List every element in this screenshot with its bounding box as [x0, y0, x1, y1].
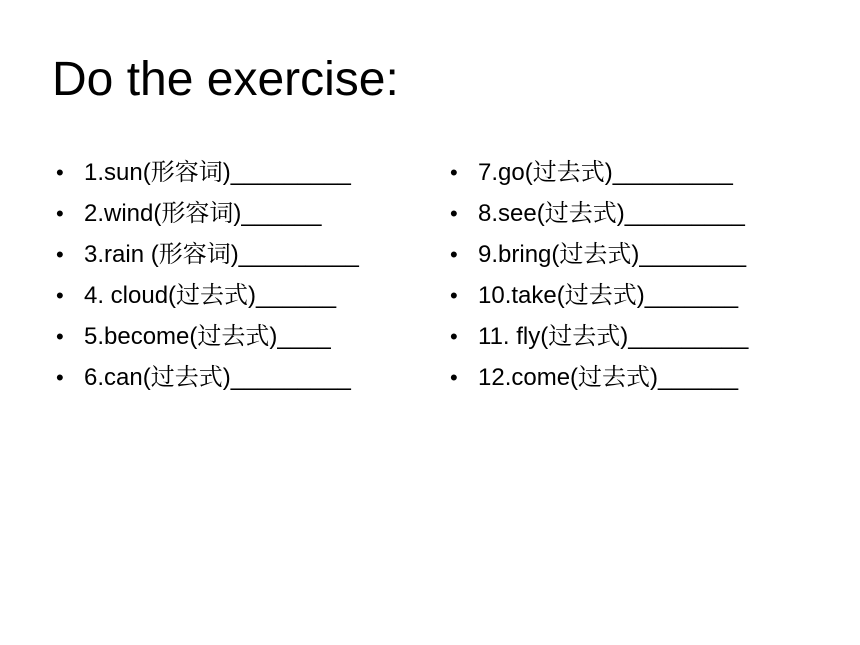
- exercise-list-right: [446, 152, 846, 398]
- bullet-icon: •: [450, 160, 458, 185]
- list-item: [52, 357, 432, 398]
- exercise-item-4: 4. cloud(过去式)______: [84, 282, 337, 309]
- exercise-list-left: [52, 152, 432, 398]
- list-item: [446, 357, 846, 398]
- list-item: [52, 275, 432, 316]
- list-item: [446, 316, 846, 357]
- list-item: [52, 152, 432, 193]
- exercise-item-7: 7.go(过去式)_________: [478, 159, 733, 186]
- list-item: [52, 234, 432, 275]
- bullet-icon: •: [56, 160, 64, 185]
- bullet-icon: •: [450, 283, 458, 308]
- exercise-item-9: 9.bring(过去式)________: [478, 241, 747, 268]
- list-item: [446, 234, 846, 275]
- bullet-icon: •: [450, 324, 458, 349]
- list-item: [446, 193, 846, 234]
- list-item: [52, 316, 432, 357]
- exercise-item-3: 3.rain (形容词)_________: [84, 241, 359, 268]
- bullet-icon: •: [56, 283, 64, 308]
- exercise-item-5: 5.become(过去式)____: [84, 323, 331, 350]
- exercise-item-6: 6.can(过去式)_________: [84, 364, 351, 391]
- exercise-item-12: 12.come(过去式)______: [478, 364, 739, 391]
- exercise-item-11: 11. fly(过去式)_________: [478, 323, 749, 350]
- bullet-icon: •: [450, 242, 458, 267]
- list-item: [52, 193, 432, 234]
- exercise-item-1: 1.sun(形容词)_________: [84, 159, 351, 186]
- exercise-item-2: 2.wind(形容词)______: [84, 200, 322, 227]
- bullet-icon: •: [56, 242, 64, 267]
- slide-title: Do the exercise:: [52, 53, 399, 106]
- bullet-icon: •: [56, 365, 64, 390]
- exercise-item-8: 8.see(过去式)_________: [478, 200, 745, 227]
- bullet-icon: •: [450, 365, 458, 390]
- list-item: [446, 275, 846, 316]
- bullet-icon: •: [450, 201, 458, 226]
- bullet-icon: •: [56, 324, 64, 349]
- exercise-item-10: 10.take(过去式)_______: [478, 282, 739, 309]
- list-item: [446, 152, 846, 193]
- bullet-icon: •: [56, 201, 64, 226]
